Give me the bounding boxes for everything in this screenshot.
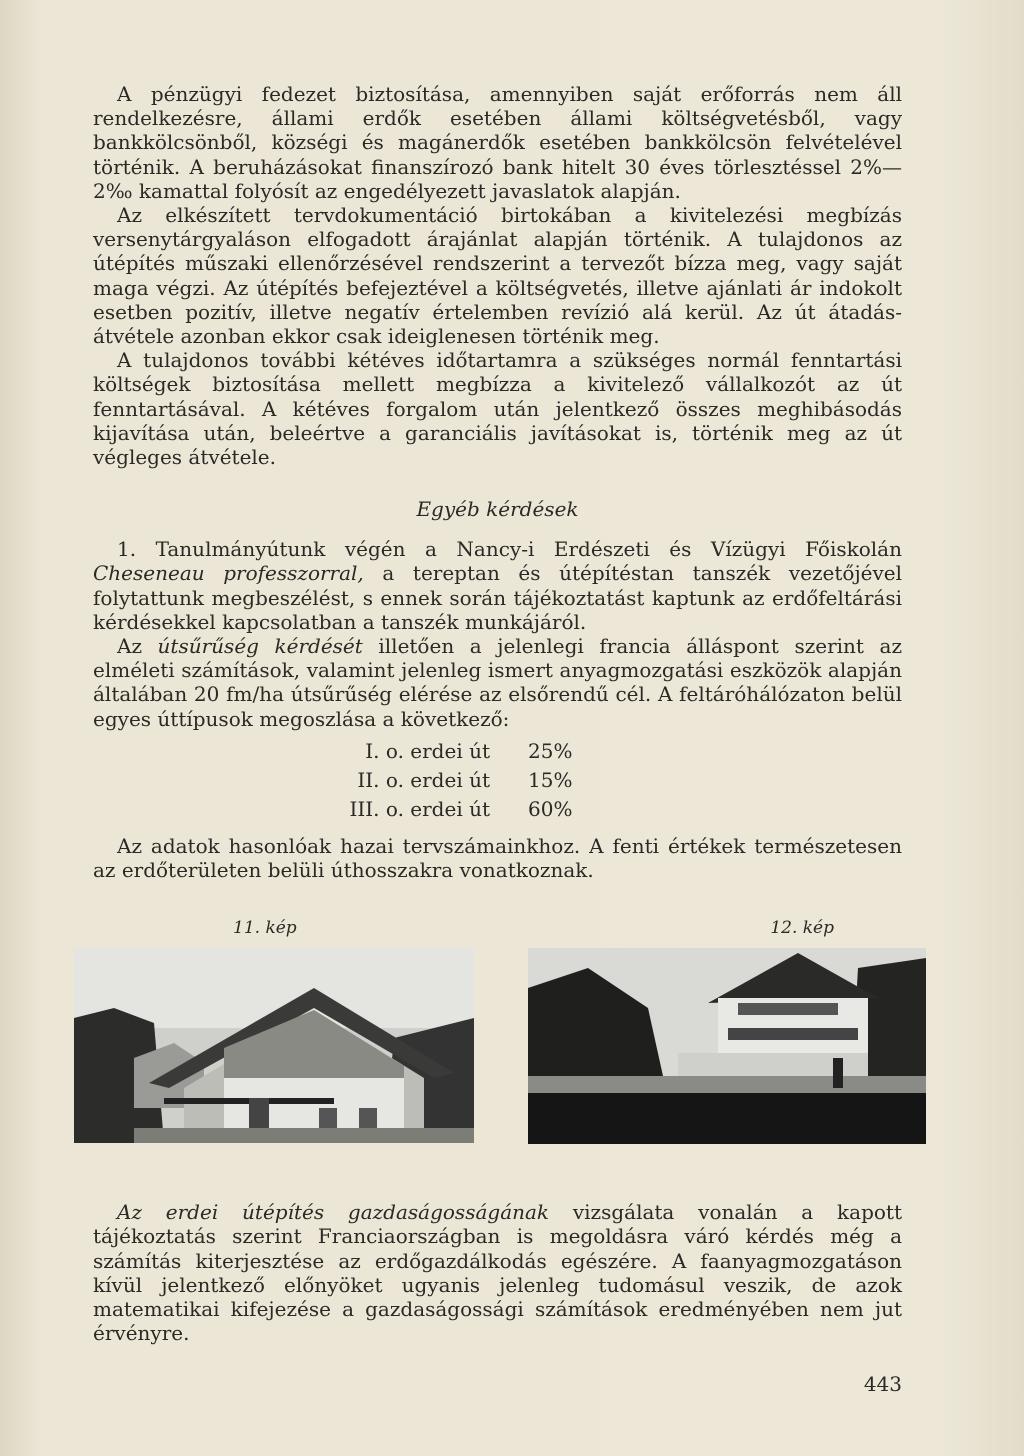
distribution-label: I. o. erdei út [365, 738, 490, 763]
caption-photo-11: 11. kép [233, 918, 297, 939]
distribution-row [268, 737, 902, 766]
text-span: Az [117, 634, 158, 659]
text-span: a tereptan és útépítéstan tanszék vezetőjével folytattunk megbeszélést, s ennek során tájékoztatást kaptunk az erdőfeltárási kérdésekkel kapcsolatban a tanszék munkájáról. [93, 561, 903, 634]
distribution-row [268, 766, 902, 795]
paragraph-data-comparison: Az adatok hasonlóak hazai tervszámainkhoz. A fenti értékek természetesen az erdőterületen belüli úthosszakra vonatkoznak. [93, 833, 902, 883]
text-span: 1. Tanulmányútunk végén a Nancy-i Erdészeti és Vízügyi Főiskolán [117, 537, 902, 562]
caption-photo-12: 12. kép [770, 918, 834, 939]
distribution-value: 15% [528, 767, 573, 792]
house-photo-image [74, 948, 474, 1143]
paragraph-nancy-visit [93, 537, 902, 634]
emphasis-text: Az erdei útépítés gazdaságosságának [117, 1200, 550, 1225]
page-number: 443 [863, 1372, 902, 1396]
photo-row [74, 948, 926, 1144]
emphasis-text: Cheseneau professzorral, [93, 561, 364, 586]
distribution-value: 60% [528, 796, 573, 821]
distribution-label: III. o. erdei út [349, 796, 490, 821]
paragraph-road-density [93, 634, 902, 731]
distribution-value: 25% [528, 738, 573, 763]
distribution-label: II. o. erdei út [357, 767, 490, 792]
photo-captions [93, 918, 902, 938]
emphasis-text: útsűrűség kérdését [157, 634, 363, 659]
paragraph-tender: Az elkészített tervdokumentáció birtokában a kivitelezési megbízás versenytárgyaláson elfogadott árajánlat alapján történik. A tulajdonos az útépítés műszaki ellenőrzésével rendszerint a tervezőt bízza meg, vagy saját maga végzi. Az útépítés befejeztével a költségvetés, illetve ajánlati ár indokolt esetben pozitív, illetve negatív értelemben revízió alá kerül. Az út átadás-átvétele azonban ekkor csak ideiglenesen történik meg. [93, 203, 902, 349]
paragraph-economics [93, 1200, 902, 1345]
section-heading: Egyéb kérdések [416, 497, 579, 522]
text-span: illetően a jelenlegi francia álláspont szerint az elméleti számítások, valamint jelenleg ismert anyagmozgatási eszközök alapján általában 20 fm/ha útsűrűség elérése az elsőrendű cél. A feltáróhálózaton belül egyes úttípusok megoszlása a következő: [93, 634, 902, 731]
distribution-row [268, 795, 902, 824]
text-span: vizsgálata vonalán a kapott tájékoztatás szerint Franciaországban is megoldásra váró kérdés még a számítás kiterjesztése az erdőgazdálkodás egészére. A faanyagmozgatáson kívül jelentkező előnyöket ugyanis jelenleg tudomásul veszik, de azok matematikai kifejezése a gazdaságossági számítások eredményében nem jut érvényre. [93, 1200, 902, 1346]
photo-11-forest-house [74, 948, 474, 1143]
photo-12-chalet [528, 948, 926, 1144]
road-type-distribution [268, 737, 902, 824]
paragraph-financing: A pénzügyi fedezet biztosítása, amennyiben saját erőforrás nem áll rendelkezésre, állami erdők esetében állami költségvetésből, vagy bankkölcsönből, községi és magánerdők esetében bankkölcsön felvételével történik. A beruházásokat finanszírozó bank hitelt 30 éves törlesztéssel 2%—2‰ kamattal folyósít az engedélyezett javaslatok alapján. [93, 82, 902, 203]
chalet-photo-image [528, 948, 926, 1144]
paragraph-maintenance: A tulajdonos további kétéves időtartamra a szükséges normál fenntartási költségek biztosítása mellett megbízza a kivitelező vállalkozót az út fenntartásával. A kétéves forgalom után jelentkező összes meghibásodás kijavítása után, beleértve a garanciális javításokat is, történik meg az út végleges átvétele. [93, 348, 902, 470]
